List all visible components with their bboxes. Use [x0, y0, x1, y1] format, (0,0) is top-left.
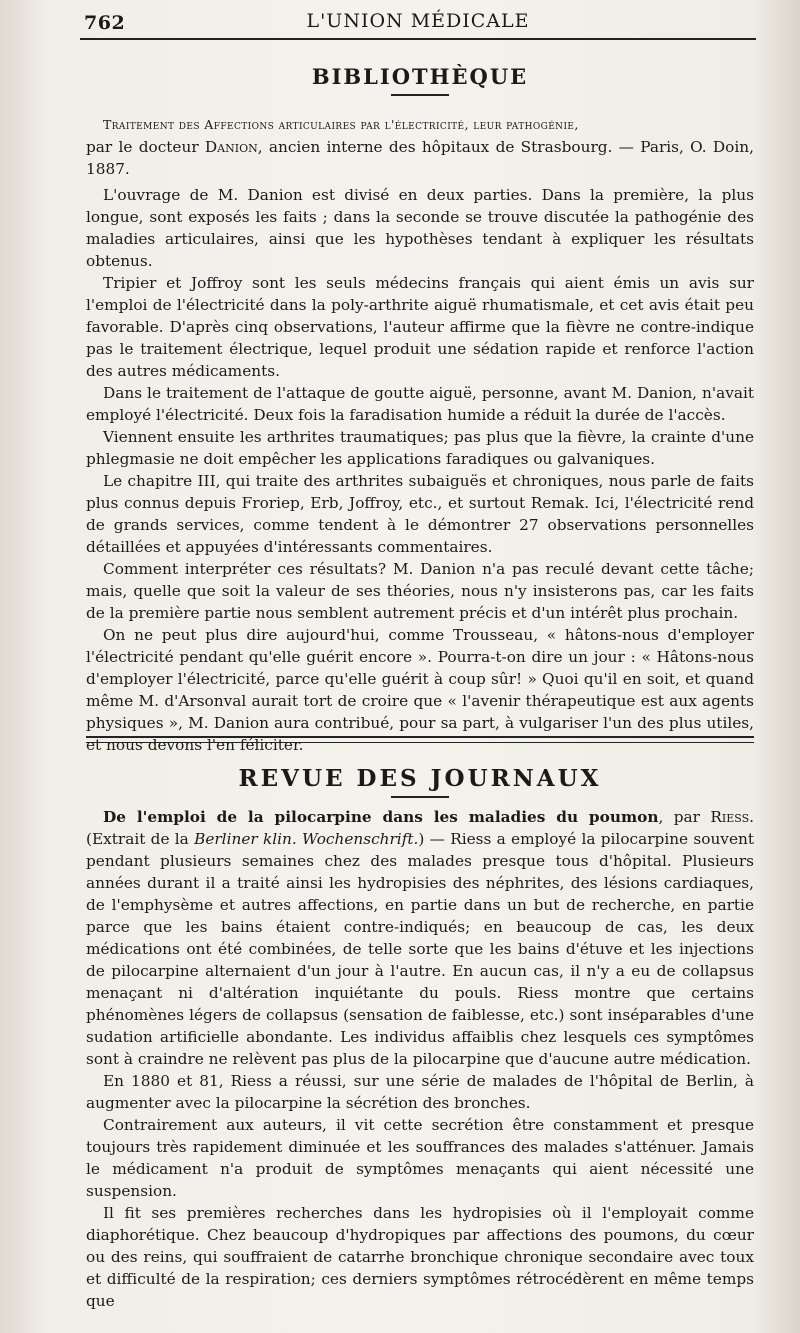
- title-rule: [391, 94, 449, 96]
- paragraph: Comment interpréter ces résultats? M. Danion n'a pas reculé devant cette tâche; mais, quelle que soit la valeur de ses théories, nous n'y insisterons pas, car les faits de la première partie nous semblent autrement précis et d'un intérêt plus prochain.: [86, 560, 754, 622]
- paragraph: Contrairement aux auteurs, il vit cette secrétion être constamment et presque toujours très rapidement diminuée et les souffrances des malades s'atténuer. Jamais le médicament n'a produit de symptômes menaçants qui aient nécessité une suspension.: [86, 1116, 754, 1200]
- paragraph: Tripier et Joffroy sont les seuls médecins français qui aient émis un avis sur l'emploi de l'électricité dans la poly-arthrite aiguë rhumatismale, et cet avis était peu favorable. D'après cinq observations, l'auteur affirme que la fièvre ne contre-indique pas le traitement électrique, lequel produit une sédation rapide et renforce l'action des autres médicaments.: [86, 274, 754, 380]
- header-rule: [80, 38, 756, 40]
- book-author: Danion: [204, 138, 258, 156]
- book-publication: , ancien interne des hôpitaux de Strasbourg. — Paris, O. Doin, 1887.: [86, 138, 754, 178]
- article-heading: De l'emploi de la pilocarpine dans les maladies du poumon: [103, 808, 659, 826]
- running-title: L'UNION MÉDICALE: [306, 10, 530, 32]
- page-number: 762: [84, 12, 126, 34]
- page-header: [80, 6, 756, 38]
- revue-section: [86, 765, 754, 1312]
- title-rule: [391, 796, 449, 798]
- book-reference-line2: [86, 136, 754, 180]
- book-byline: par le docteur: [86, 138, 205, 156]
- article-author: Riess: [710, 808, 750, 826]
- book-reference: [86, 114, 754, 136]
- paragraph: En 1880 et 81, Riess a réussi, sur une série de malades de l'hôpital de Berlin, à augmenter avec la pilocarpine la sécrétion des bronches.: [86, 1072, 754, 1112]
- paragraph: On ne peut plus dire aujourd'hui, comme Trousseau, « hâtons-nous d'employer l'électricité pendant qu'elle guérit encore ». Pourra-t-on dire un jour : « Hâtons-nous d'employer l'électricité, parce qu'elle guérit à coup sûr! » Quoi qu'il en soit, et quand même M. d'Arsonval aurait tort de croire que « l'avenir thérapeutique est aux agents physiques », M. Danion aura contribué, pour sa part, à vulgariser l'un des plus utiles, et nous devons l'en féliciter.: [86, 626, 754, 754]
- paragraph: Dans le traitement de l'attaque de goutte aiguë, personne, avant M. Danion, n'avait employé l'électricité. Deux fois la faradisation humide a réduit la durée de l'accès.: [86, 384, 754, 424]
- section-title-bibliotheque: BIBLIOTHÈQUE: [311, 64, 529, 89]
- section-title-revue: REVUE DES JOURNAUX: [238, 765, 602, 792]
- paragraph: L'ouvrage de M. Danion est divisé en deux parties. Dans la première, la plus longue, sont exposés les faits ; dans la seconde se trouve discutée la pathogénie des maladies articulaires, ainsi que les hypothèses tendant à expliquer les résultats obtenus.: [86, 186, 754, 270]
- article-journal: Berliner klin. Wochenschrift.: [194, 830, 419, 848]
- book-title-text: Traitement des Affections articulaires par l'électricité, leur pathogénie,: [103, 117, 579, 132]
- bibliotheque-section: [86, 66, 754, 756]
- article-source-prefix: . (Extrait de la: [86, 808, 754, 848]
- paragraph: Le chapitre III, qui traite des arthrites subaiguës et chroniques, nous parle de faits plus connus depuis Froriep, Erb, Joffroy, etc., et surtout Remak. Ici, l'électricité rend de grands services, comme tendent à le démontrer 27 observations personnelles détaillées et appuyées d'intéressants commentaires.: [86, 472, 754, 556]
- paragraph: Il fit ses premières recherches dans les hydropisies où il l'employait comme diaphorétique. Chez beaucoup d'hydropiques par affections des poumons, du cœur ou des reins, qui souffraient de catarrhe bronchique chronique secondaire avec toux et difficulté de la respiration; ces derniers symptômes rétrocédèrent en même temps que: [86, 1204, 754, 1310]
- article-by: , par: [658, 808, 711, 826]
- article-text: ) — Riess a employé la pilocarpine souvent pendant plusieurs semaines chez des malades presque tous d'hôpital. Plusieurs années durant il a traité ainsi les hydropisies des néphrites, des lésions cardiaques, de l'emphysème et autres affections, en partie dans un but de recherche, en partie parce que les bains étaient contre-indiqués; en beaucoup de cas, les deux médications ont été combinées, de telle sorte que les bains d'étuve et les injections de pilocarpine alternaient d'un jour à l'autre. En aucun cas, il n'y a eu de collapsus menaçant ni d'altération inquiétante du pouls. Riess montre que certains phénomènes légers de collapsus (sensation de faiblesse, etc.) sont inséparables d'une sudation artificielle abondante. Les individus affaiblis chez lesquels ces symptômes sont à craindre ne relèvent pas plus de la pilocarpine que d'aucune autre médication.: [86, 830, 754, 1068]
- paragraph: Viennent ensuite les arthrites traumatiques; pas plus que la fièvre, la crainte d'une phlegmasie ne doit empêcher les applications faradiques ou galvaniques.: [86, 428, 754, 468]
- article-paragraph: [86, 806, 754, 1070]
- section-divider: [86, 736, 754, 743]
